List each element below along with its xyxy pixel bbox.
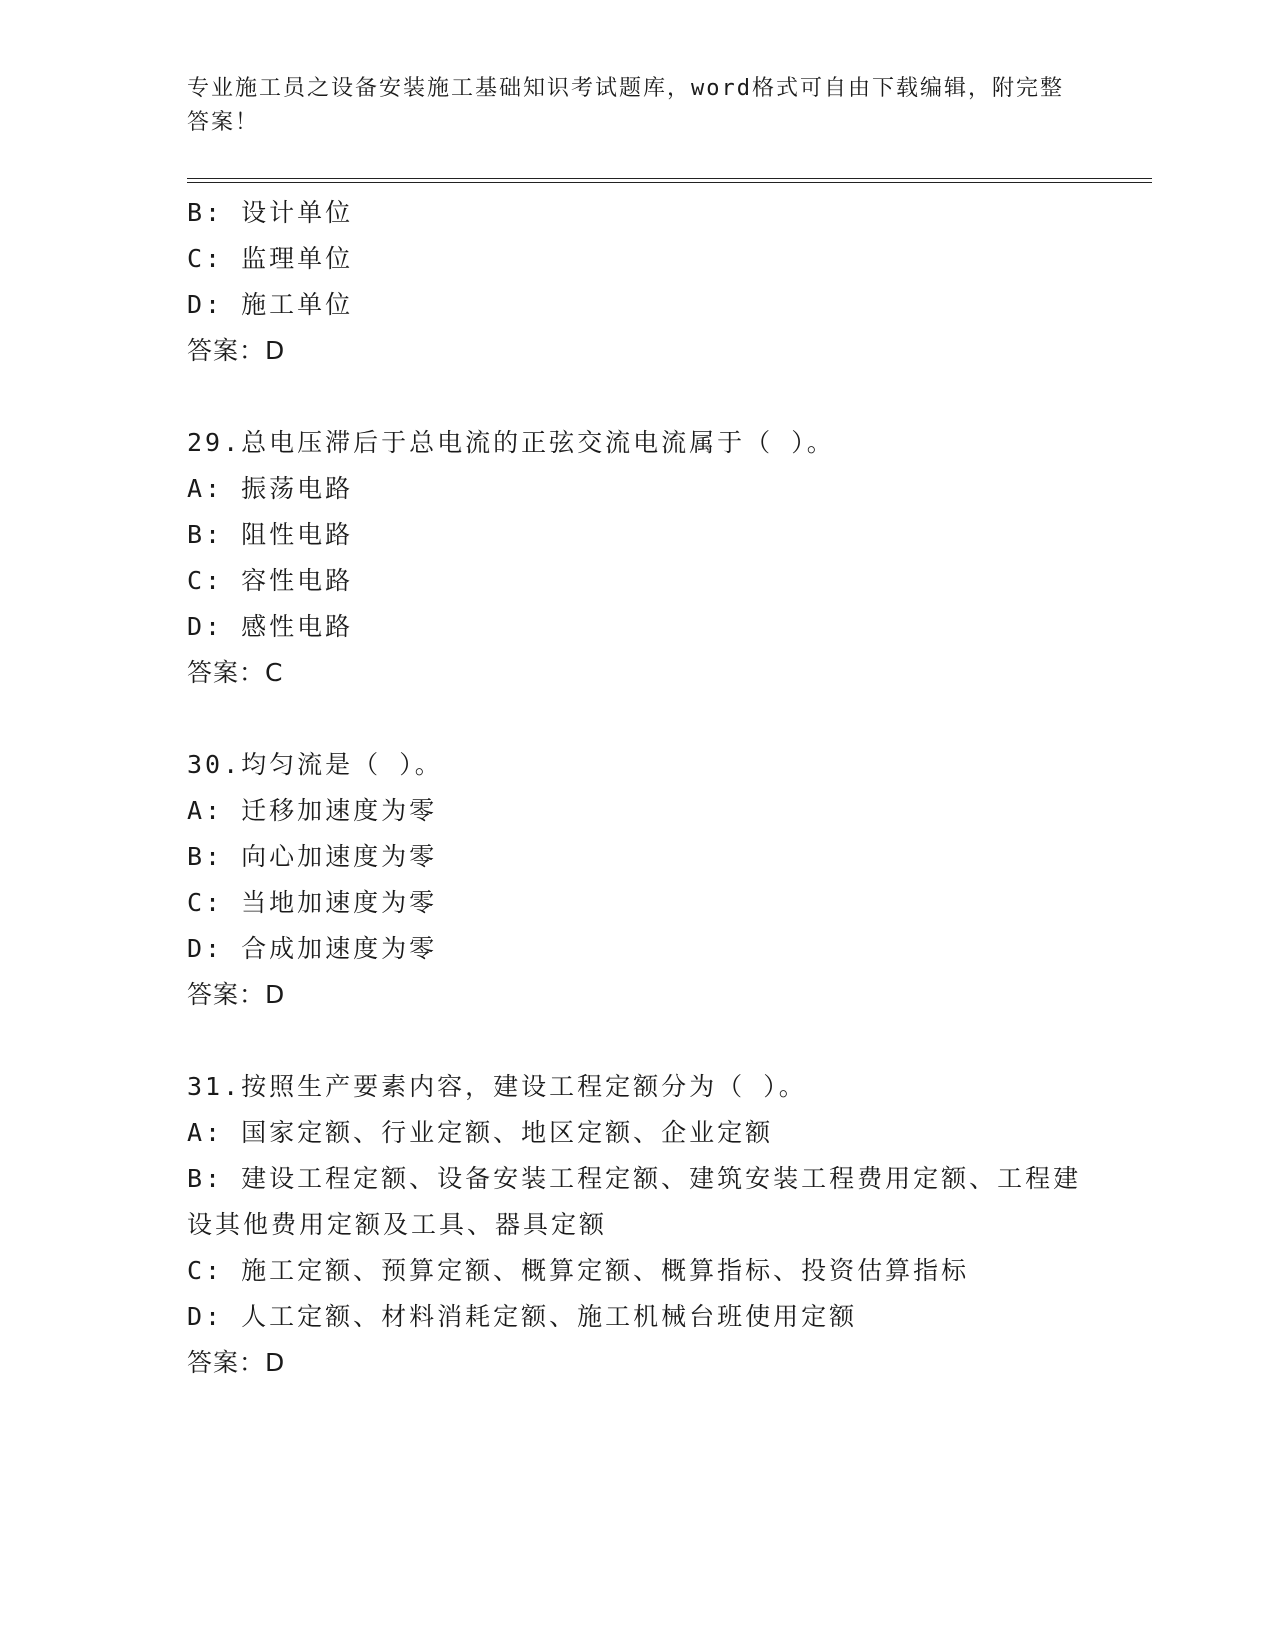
option-a: A: 国家定额、行业定额、地区定额、企业定额 xyxy=(187,1118,774,1147)
option-b: B: 设计单位 xyxy=(187,198,354,227)
document-header xyxy=(187,72,1067,140)
header-text: 专业施工员之设备安装施工基础知识考试题库，word格式可自由下载编辑，附完整答案！ xyxy=(187,76,1064,135)
option-a: A: 振荡电路 xyxy=(187,474,354,503)
option-d: D: 感性电路 xyxy=(187,612,354,641)
header-rule-top xyxy=(187,178,1152,179)
answer: 答案：D xyxy=(187,980,286,1009)
option-d: D: 施工单位 xyxy=(187,290,354,319)
option-d: D: 合成加速度为零 xyxy=(187,934,438,963)
spacer xyxy=(187,374,1087,420)
option-c: C: 监理单位 xyxy=(187,244,354,273)
answer: 答案：D xyxy=(187,1348,286,1377)
spacer xyxy=(187,1018,1087,1064)
option-c: C: 施工定额、预算定额、概算定额、概算指标、投资估算指标 xyxy=(187,1256,970,1285)
option-b: B: 向心加速度为零 xyxy=(187,842,438,871)
question-block-partial xyxy=(187,190,1087,374)
question-title: 31.按照生产要素内容，建设工程定额分为（ ）。 xyxy=(187,1072,807,1101)
option-b: B: 阻性电路 xyxy=(187,520,354,549)
question-block-29 xyxy=(187,420,1087,696)
answer: 答案：C xyxy=(187,658,284,687)
option-b: B: 建设工程定额、设备安装工程定额、建筑安装工程费用定额、工程建设其他费用定额及工具、器具定额 xyxy=(187,1164,1082,1239)
question-block-30 xyxy=(187,742,1087,1018)
option-c: C: 容性电路 xyxy=(187,566,354,595)
option-a: A: 迁移加速度为零 xyxy=(187,796,438,825)
spacer xyxy=(187,696,1087,742)
document-body xyxy=(187,190,1087,1386)
question-title: 30.均匀流是（ ）。 xyxy=(187,750,443,779)
question-block-31 xyxy=(187,1064,1087,1386)
option-d: D: 人工定额、材料消耗定额、施工机械台班使用定额 xyxy=(187,1302,858,1331)
answer: 答案：D xyxy=(187,336,286,365)
question-title: 29.总电压滞后于总电流的正弦交流电流属于（ ）。 xyxy=(187,428,835,457)
header-rule-bottom xyxy=(187,182,1152,183)
option-c: C: 当地加速度为零 xyxy=(187,888,438,917)
